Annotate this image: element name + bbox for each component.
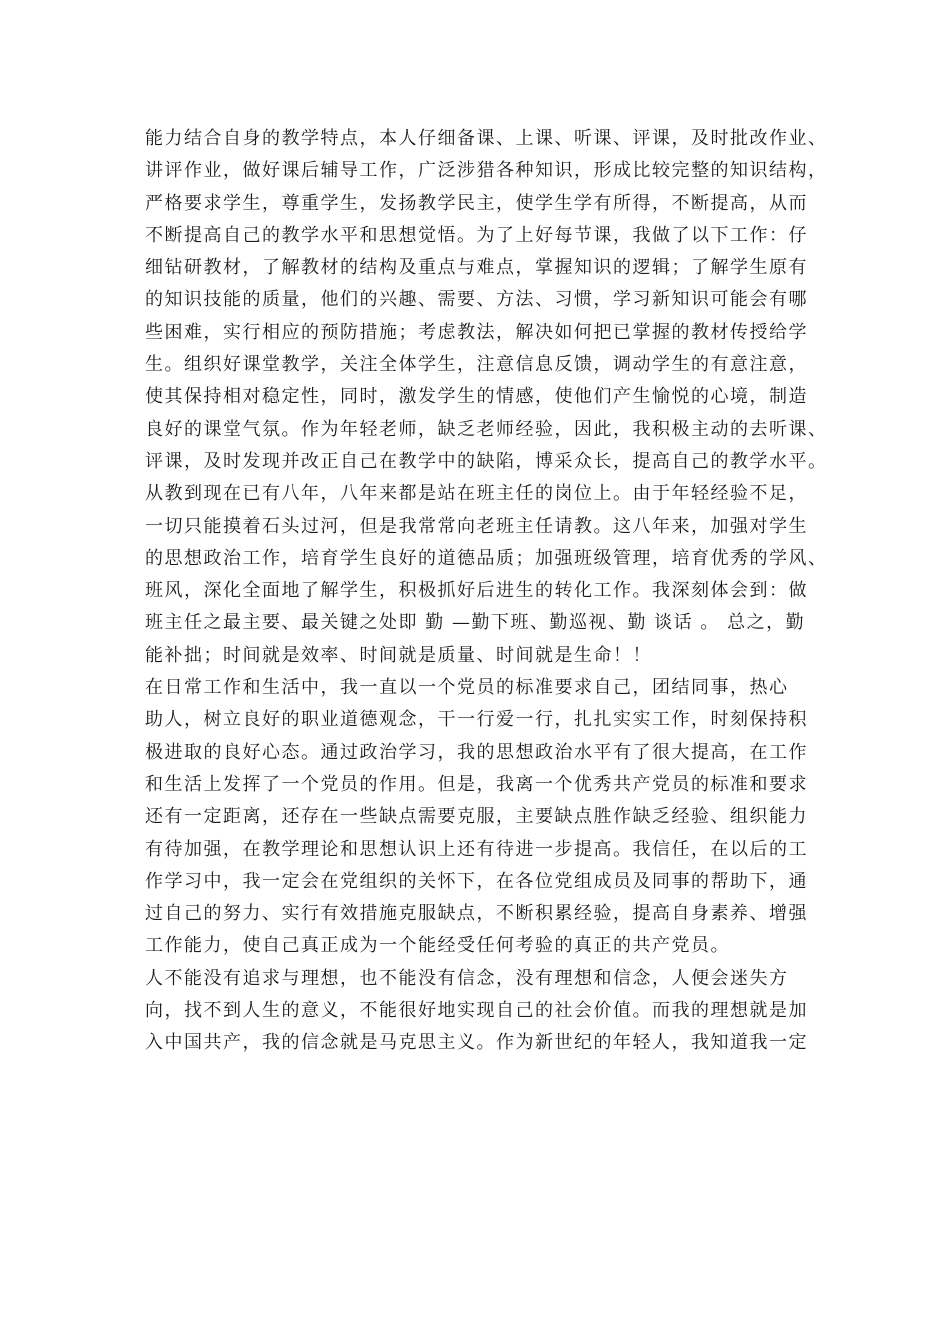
text-line: 班风，深化全面地了解学生，积极抓好后进生的转化工作。我深刻体会到：做 bbox=[145, 580, 808, 602]
text-line: 能力结合自身的教学特点，本人仔细备课、上课、听课、评课，及时批改作业、 bbox=[145, 128, 828, 149]
text-line: 严格要求学生，尊重学生，发扬教学民主，使学生学有所得，不断提高，从而 bbox=[145, 192, 808, 214]
text-line: 和生活上发挥了一个党员的作用。但是，我离一个优秀共产党员的标准和要求 bbox=[145, 773, 808, 795]
text-line: 不断提高自己的教学水平和思想觉悟。为了上好每节课，我做了以下工作：仔 bbox=[145, 224, 808, 246]
text-line: 过自己的努力、实行有效措施克服缺点，不断积累经验，提高自身素养、增强 bbox=[145, 903, 808, 925]
text-line: 的思想政治工作，培育学生良好的道德品质；加强班级管理，培育优秀的学风、 bbox=[145, 547, 828, 569]
text-line: 评课，及时发现并改正自己在教学中的缺陷，博采众长，提高自己的教学水平。 bbox=[145, 450, 828, 472]
text-line: 入中国共产，我的信念就是马克思主义。作为新世纪的年轻人，我知道我一定 bbox=[145, 1032, 808, 1054]
text-line: 讲评作业，做好课后辅导工作，广泛涉猎各种知识，形成比较完整的知识结构， bbox=[145, 160, 828, 182]
text-line: 良好的课堂气氛。作为年轻老师，缺乏老师经验，因此，我积极主动的去听课、 bbox=[145, 418, 828, 440]
text-line: 能补拙；时间就是效率、时间就是质量、时间就是生命！！ bbox=[145, 644, 652, 666]
text-line: 使其保持相对稳定性，同时，激发学生的情感，使他们产生愉悦的心境，制造 bbox=[145, 386, 808, 408]
text-line: 的知识技能的质量，他们的兴趣、需要、方法、习惯，学习新知识可能会有哪 bbox=[145, 289, 808, 311]
text-line: 从教到现在已有八年，八年来都是站在班主任的岗位上。由于年轻经验不足， bbox=[145, 483, 808, 505]
text-line: 有待加强，在教学理论和思想认识上还有待进一步提高。我信任，在以后的工 bbox=[145, 838, 808, 860]
text-line: 还有一定距离，还存在一些缺点需要克服，主要缺点胜作缺乏经验、组织能力 bbox=[145, 806, 808, 828]
text-line: 细钻研教材，了解教材的结构及重点与难点，掌握知识的逻辑；了解学生原有 bbox=[145, 257, 808, 279]
text-line: 一切只能摸着石头过河，但是我常常向老班主任请教。这八年来，加强对学生 bbox=[145, 515, 808, 537]
text-line: 极进取的良好心态。通过政治学习，我的思想政治水平有了很大提高，在工作 bbox=[145, 741, 808, 763]
text-line: 生。组织好课堂教学，关注全体学生，注意信息反馈，调动学生的有意注意， bbox=[145, 354, 808, 376]
text-line: 班主任之最主要、最关键之处即 勤 —勤下班、勤巡视、勤 谈话 。 总之，勤 bbox=[145, 612, 806, 634]
text-line: 向，找不到人生的意义，不能很好地实现自己的社会价值。而我的理想就是加 bbox=[145, 1000, 808, 1022]
text-line: 人不能没有追求与理想，也不能没有信念，没有理想和信念，人便会迷失方 bbox=[145, 967, 789, 989]
body-text bbox=[145, 123, 828, 1060]
text-line: 些困难，实行相应的预防措施；考虑教法，解决如何把已掌握的教材传授给学 bbox=[145, 321, 808, 343]
text-line: 助人，树立良好的职业道德观念，干一行爱一行，扎扎实实工作，时刻保持积 bbox=[145, 709, 808, 731]
text-line: 在日常工作和生活中，我一直以一个党员的标准要求自己，团结同事，热心 bbox=[145, 677, 789, 699]
text-line: 工作能力，使自己真正成为一个能经受任何考验的真正的共产党员。 bbox=[145, 935, 730, 957]
text-line: 作学习中，我一定会在党组织的关怀下，在各位党组成员及同事的帮助下，通 bbox=[145, 870, 808, 892]
